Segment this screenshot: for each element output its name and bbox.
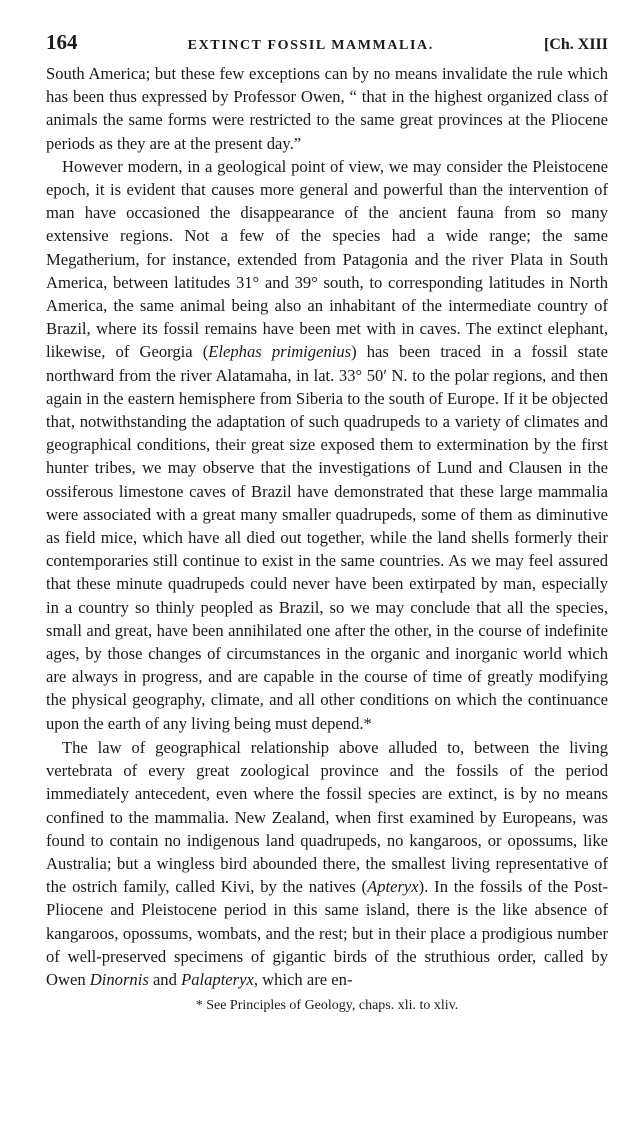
- italic-term: Apteryx: [367, 877, 419, 897]
- chapter-label: [Ch. XIII: [543, 36, 608, 53]
- italic-term: Dinornis: [89, 969, 149, 989]
- footnote: * See Principles of Geology, chaps. xli. to xliv.: [195, 998, 459, 1014]
- running-title: EXTINCT FOSSIL MAMMALIA.: [187, 38, 434, 53]
- paragraph-2: [46, 155, 608, 735]
- text-run: South America; but these few exceptions can by no means invalidate the rule which has been thus expressed by Professor Owen, “ that in the highest organized class of animals the same forms were restricted to the same great provinces at the Pliocene periods as they are at the present day.”: [46, 64, 608, 153]
- paragraph-1: [46, 62, 608, 155]
- text-run: ) has been traced in a fossil state northward from the river Alatamaha, in lat. 33° 50′ N. to the polar regions, and then again in the eastern hemisphere from Siberia to the south of Europe. If it be objected that, notwithstanding the adaptation of such quadrupeds to a variety of climates and geographical conditions, their great size exposed them to extermination by the first hunter tribes, we may observe that the investigations of Lund and Clausen in the ossiferous limestone caves of Brazil have demonstrated that these large mammalia were associated with a great many smaller quadrupeds, some of them as diminutive as field mice, which have all died out together, while the land shells formerly their contemporaries still continue to exist in the same countries. As we may feel assured that these minute quadrupeds could never have been extirpated by man, especially in a country so thinly peopled as Brazil, so we may conclude that all the species, small and great, have been annihilated one after the other, in the course of indefinite ages, by those changes of circumstances in the organic and inorganic world which are always in progress, and are capable in the course of time of greatly modifying the physical geography, climate, and all other conditions on which the continuance upon the earth of any living being must depend.*: [46, 342, 609, 733]
- text-run: , which are en-: [253, 969, 353, 989]
- italic-term: Palapteryx: [181, 969, 254, 989]
- text-run: and: [148, 969, 182, 989]
- text-run: The law of geographical relationship above alluded to, between the living vertebrata of every great zoological province and the fossils of the period immediately antecedent, even where the fossil species are extinct, is by no means confined to the mammalia. New Zealand, when first examined by Europeans, was found to contain no indigenous land quadrupeds, no kangaroos, or opossums, like Australia; but a wingless bird abounded there, the smallest living representative of the ostrich family, called Kivi, by the natives (: [46, 737, 608, 897]
- page-number: 164: [46, 30, 78, 54]
- page-header: [46, 30, 608, 62]
- text-run: ). In the fossils of the Post-Pliocene and Pleistocene period in this same island, there is the like absence of kangaroos, opossums, wombats, and the rest; but in their place a prodigious number of well-preserved specimens of gigantic birds of the struthious order, called by Owen: [46, 877, 609, 989]
- text-run: However modern, in a geological point of view, we may consider the Pleistocene epoch, it is evident that causes more general and powerful than the intervention of man have occasioned the disappearance of the ancient fauna from so many extensive regions. Not a few of the species had a wide range; the same Megatherium, for instance, extended from Patagonia and the river Plata in South America, between latitudes 31° and 39° south, to corresponding latitudes in North America, the same animal being also an inhabitant of the intermediate country of Brazil, where its fossil remains have been met with in caves. The extinct elephant, likewise, of Georgia (: [46, 156, 608, 362]
- body-text: [46, 62, 608, 991]
- paragraph-3: [46, 736, 608, 991]
- italic-term: Elephas primigenius: [208, 342, 352, 362]
